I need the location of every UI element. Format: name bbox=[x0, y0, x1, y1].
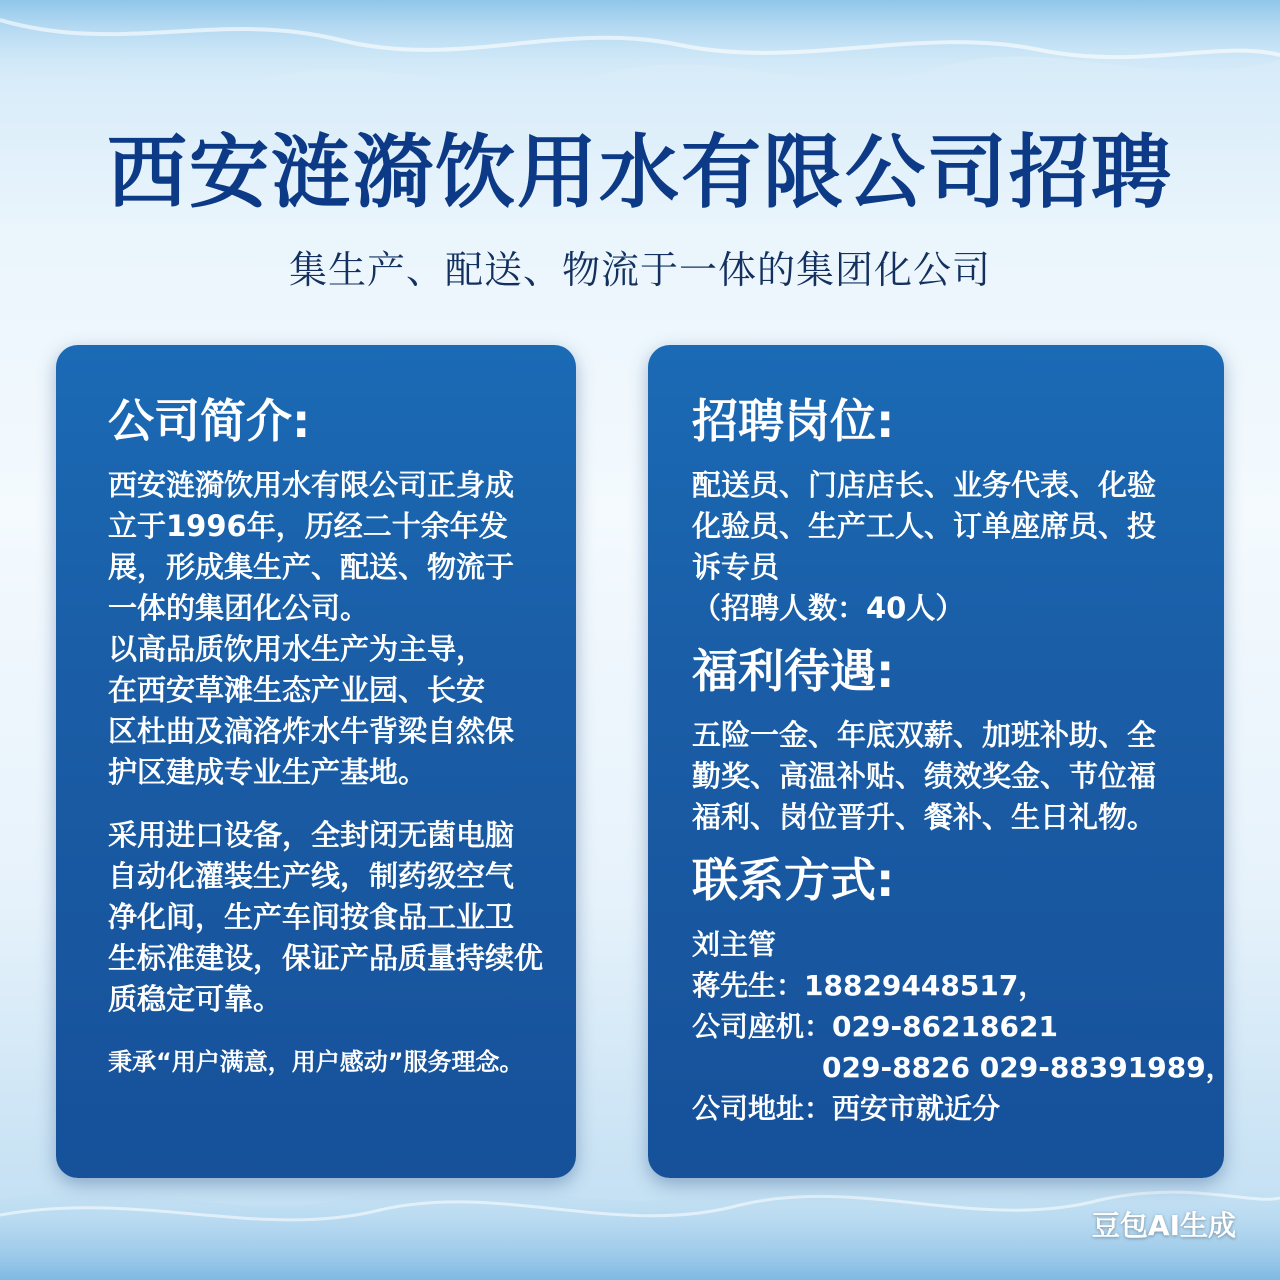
company-intro-paragraph-2 bbox=[108, 815, 548, 1020]
intro-line: 展，形成集生产、配送、物流于 bbox=[108, 550, 515, 584]
intro-line: 净化间，生产车间按食品工业卫 bbox=[108, 900, 515, 934]
intro-line: 在西安草滩生态产业园、长安 bbox=[108, 673, 486, 707]
intro-line: 护区建成专业生产基地。 bbox=[108, 755, 428, 789]
contact-address: 公司地址：西安市就近分 bbox=[692, 1092, 1001, 1125]
ai-watermark: 豆包AI生成 bbox=[1091, 1209, 1236, 1242]
recruitment-card bbox=[648, 345, 1234, 1178]
benefits-heading: 福利待遇: bbox=[692, 644, 895, 698]
contact-mobile: 蒋先生：18829448517， bbox=[692, 969, 1047, 1002]
intro-line: 采用进口设备，全封闭无菌电脑 bbox=[108, 818, 515, 852]
company-intro-card bbox=[56, 345, 576, 1178]
page-title: 西安涟漪饮用水有限公司招聘 bbox=[107, 126, 1173, 219]
benefits-line: 福利、岗位晋升、餐补、生日礼物。 bbox=[692, 800, 1157, 834]
intro-line: 以高品质饮用水生产为主导， bbox=[108, 632, 486, 666]
positions-line: 化验员、生产工人、订单座席员、投 bbox=[692, 509, 1157, 543]
benefits-line: 五险一金、年底双薪、加班补助、全 bbox=[692, 718, 1157, 752]
intro-line: 自动化灌装生产线，制药级空气 bbox=[108, 859, 515, 893]
benefits-list bbox=[692, 715, 1196, 838]
service-motto: 秉承“用户满意，用户感动”服务理念。 bbox=[108, 1048, 524, 1076]
intro-line: 一体的集团化公司。 bbox=[108, 591, 370, 625]
positions-heading: 招聘岗位: bbox=[692, 394, 895, 448]
intro-line: 立于1996年，历经二十余年发 bbox=[108, 509, 508, 543]
contact-landline-more: 029-8826 029-88391989， bbox=[822, 1051, 1234, 1084]
intro-line: 西安涟漪饮用水有限公司正身成 bbox=[108, 468, 515, 502]
company-intro-paragraph-1 bbox=[108, 465, 548, 793]
contact-heading: 联系方式: bbox=[692, 853, 895, 907]
positions-line: 配送员、门店店长、业务代表、化验 bbox=[692, 468, 1157, 502]
contact-info bbox=[692, 924, 1234, 1129]
page-subtitle: 集生产、配送、物流于一体的集团化公司 bbox=[288, 248, 991, 292]
intro-line: 生标准建设，保证产品质量持续优 bbox=[108, 941, 544, 975]
positions-line: 诉专员 bbox=[692, 550, 780, 584]
intro-line: 区杜曲及滈洛炸水牛背梁自然保 bbox=[108, 714, 515, 748]
company-intro-heading: 公司简介: bbox=[108, 394, 311, 448]
contact-landline: 公司座机：029-86218621 bbox=[692, 1010, 1058, 1043]
headcount: （招聘人数：40人） bbox=[692, 591, 965, 625]
intro-line: 质稳定可靠。 bbox=[108, 982, 283, 1016]
contact-manager: 刘主管 bbox=[692, 928, 777, 961]
positions-list bbox=[692, 465, 1196, 629]
benefits-line: 勤奖、高温补贴、绩效奖金、节位福 bbox=[692, 759, 1157, 793]
